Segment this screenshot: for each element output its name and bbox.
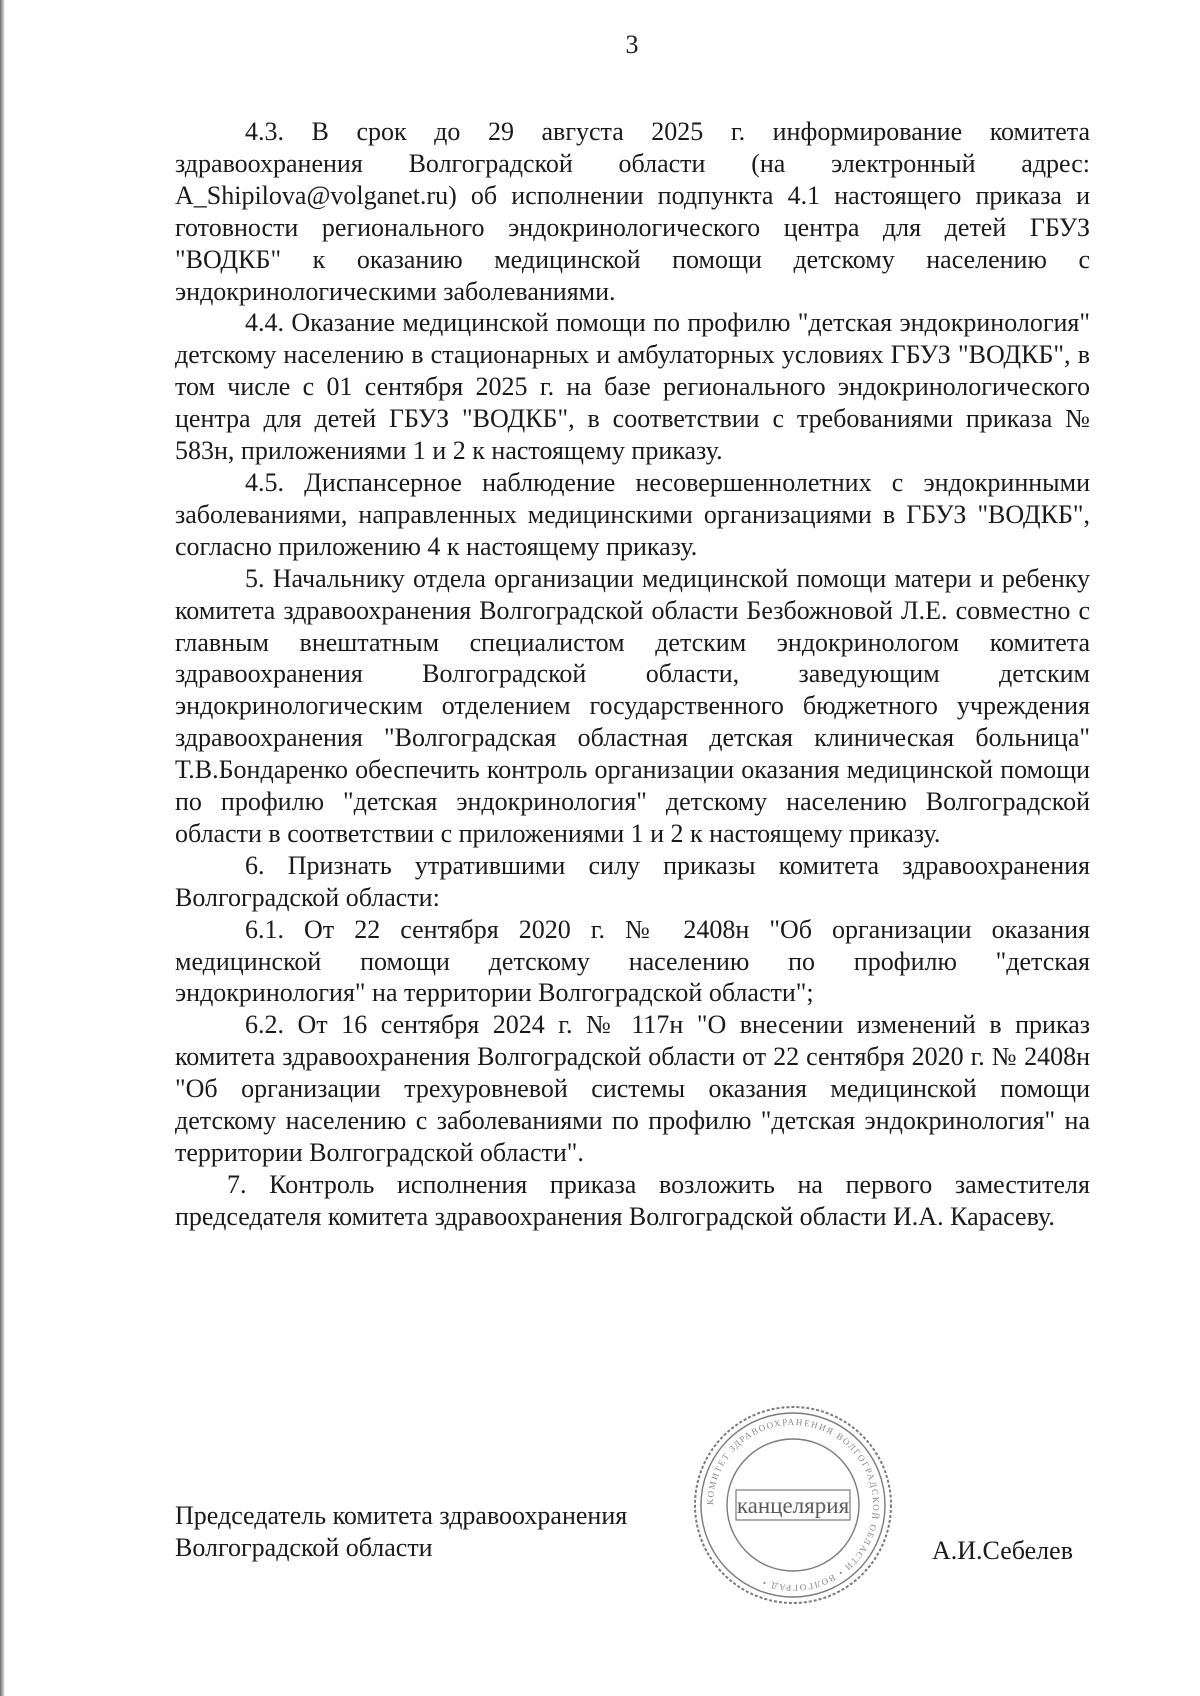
document-body xyxy=(175,116,1090,1233)
paragraph-6-2: 6.2. От 16 сентября 2024 г. № 117н "О внесении изменений в приказ комитета здравоохранения Волгоградской области от 22 сентября 2020 г. № 2408н "Об организации трехуровневой системы оказания медицинской помощи детскому населению с заболеваниями по профилю "детская эндокринология" на территории Волгоградской области". xyxy=(175,1010,1090,1167)
paragraph-6: 6. Признать утратившими силу приказы комитета здравоохранения Волгоградской области: xyxy=(175,850,1090,912)
paragraph-4-4: 4.4. Оказание медицинской помощи по профилю "детская эндокринология" детскому населению в стационарных и амбулаторных условиях ГБУЗ "ВОДКБ", в том числе с 01 сентября 2025 г. на базе регионального эндокринологического центра для детей ГБУЗ "ВОДКБ", в соответствии с требованиями приказа № 583н, приложениями 1 и 2 к настоящему приказу. xyxy=(175,308,1090,466)
signature-position-line-1: Председатель комитета здравоохранения xyxy=(175,1501,628,1530)
svg-text:КОМИТЕТ ЗДРАВООХРАНЕНИЯ ВОЛГОГ: КОМИТЕТ ЗДРАВООХРАНЕНИЯ ВОЛГОГРАДСКОЙ ОБЛАСТИ • ВОЛГОГРАД • xyxy=(704,1416,882,1594)
page-number: 3 xyxy=(625,30,639,59)
signatory-name: А.И.Себелев xyxy=(932,1536,1073,1565)
office-stamp xyxy=(688,1400,898,1610)
paragraph-4-5: 4.5. Диспансерное наблюдение несовершеннолетних с эндокринными заболеваниями, направленных медицинскими организациями в ГБУЗ "ВОДКБ", согласно приложению 4 к настоящему приказу. xyxy=(175,467,1090,561)
paragraph-7: 7. Контроль исполнения приказа возложить на первого заместителя председателя комитета здравоохранения Волгоградской области И.А. Карасеву. xyxy=(175,1169,1090,1231)
paragraph-5: 5. Начальнику отдела организации медицинской помощи матери и ребенку комитета здравоохранения Волгоградской области Безбожновой Л.Е. совместно с главным внештатным специалистом детским эндокринологом комитета здравоохранения Волгоградской области, заведующим детским эндокринологическим отделением государственного бюджетного учреждения здравоохранения "Волгоградская областная детская клиническая больница" Т.В.Бондаренко обеспечить контроль организации оказания медицинской помощи по профилю "детская эндокринология" детскому населению Волгоградской области в соответствии с приложениями 1 и 2 к настоящему приказу. xyxy=(175,563,1090,848)
paragraph-6-1: 6.1. От 22 сентября 2020 г. № 2408н "Об организации оказания медицинской помощи детскому населению по профилю "детская эндокринология" на территории Волгоградской области"; xyxy=(175,914,1090,1008)
stamp-label: канцелярия xyxy=(736,1493,850,1518)
scan-edge xyxy=(0,0,5,1696)
signature-position-line-2: Волгоградской области xyxy=(175,1533,433,1562)
signature-position xyxy=(175,1500,627,1564)
paragraph-4-3: 4.3. В срок до 29 августа 2025 г. информирование комитета здравоохранения Волгоградской области (на электронный адрес: A_Shipilova@volganet.ru) об исполнении подпункта 4.1 настоящего приказа и готовности регионального эндокринологического центра для детей ГБУЗ "ВОДКБ" к оказанию медицинской помощи детскому населению с эндокринологическими заболеваниями. xyxy=(175,117,1090,306)
